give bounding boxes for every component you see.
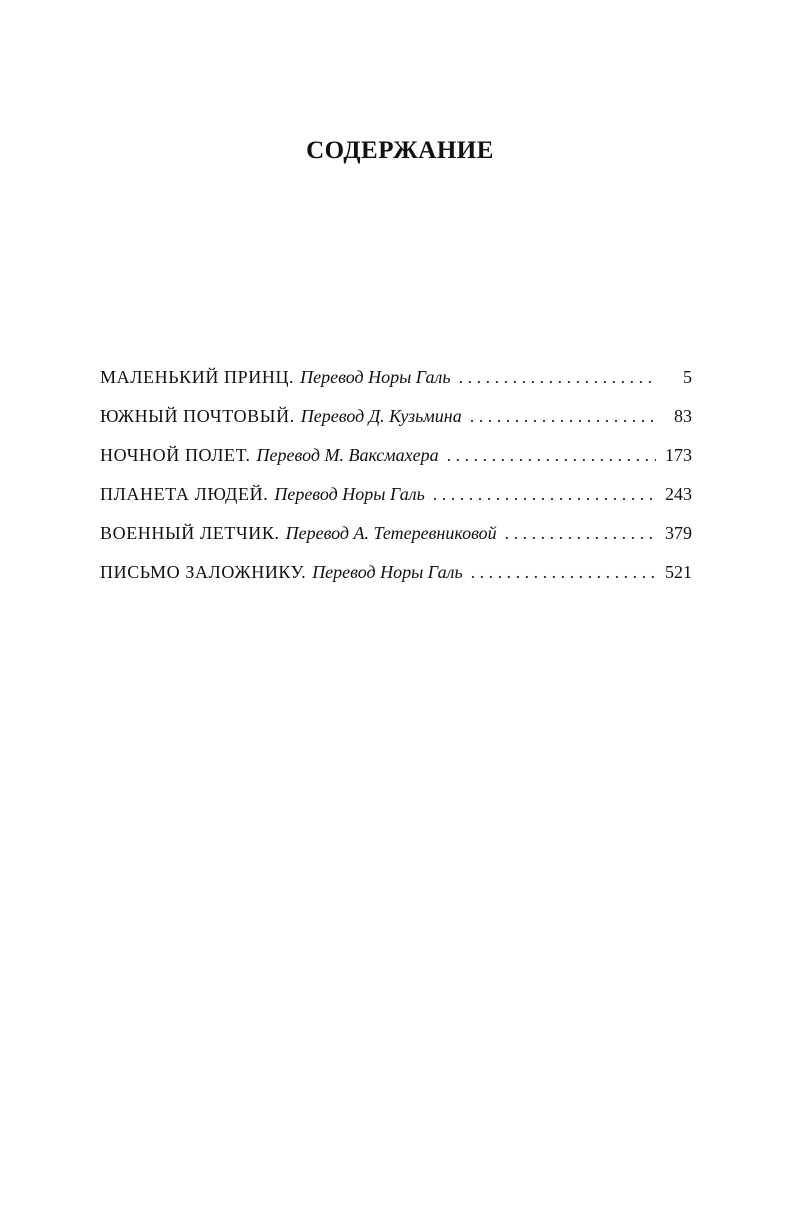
toc-entry-page-number: 5 [683, 367, 692, 387]
toc-dot-leader [505, 520, 656, 546]
toc-entry-translator: Перевод Д. Кузьмина [300, 406, 462, 426]
toc-entry[interactable] [100, 520, 692, 559]
toc-entry-page-number: 83 [674, 406, 692, 426]
toc-entry-translator: Перевод Норы Галь [274, 484, 425, 504]
toc-dot-leader [471, 559, 656, 585]
toc-entry-title: ВОЕННЫЙ ЛЕТЧИК. [100, 523, 280, 543]
toc-entry-title: ПИСЬМО ЗАЛОЖНИКУ. [100, 562, 307, 582]
toc-entry-page-number: 173 [665, 445, 692, 465]
toc-dot-leader [470, 403, 656, 429]
toc-entry-translator: Перевод М. Ваксмахера [256, 445, 439, 465]
toc-entry[interactable] [100, 364, 692, 403]
toc-entry[interactable] [100, 481, 692, 520]
toc-entry[interactable] [100, 559, 692, 598]
toc-entry[interactable] [100, 403, 692, 442]
toc-dot-leader [447, 442, 656, 468]
toc-entry-translator: Перевод А. Тетеревниковой [285, 523, 497, 543]
toc-entry-page-number: 243 [665, 484, 692, 504]
toc-dot-leader [433, 481, 656, 507]
toc-entry-title: ПЛАНЕТА ЛЮДЕЙ. [100, 484, 269, 504]
toc-entry-translator: Перевод Норы Галь [312, 562, 463, 582]
toc-entry-page-number: 379 [665, 523, 692, 543]
toc-entry-title: НОЧНОЙ ПОЛЕТ. [100, 445, 251, 465]
toc-entry-page-number: 521 [665, 562, 692, 582]
table-of-contents [100, 364, 692, 598]
toc-entry-title: МАЛЕНЬКИЙ ПРИНЦ. [100, 367, 295, 387]
toc-entry-translator: Перевод Норы Галь [300, 367, 451, 387]
toc-entry-title: ЮЖНЫЙ ПОЧТОВЫЙ. [100, 406, 295, 426]
page-title: СОДЕРЖАНИЕ [306, 136, 494, 164]
toc-dot-leader [459, 364, 656, 390]
toc-entry[interactable] [100, 442, 692, 481]
